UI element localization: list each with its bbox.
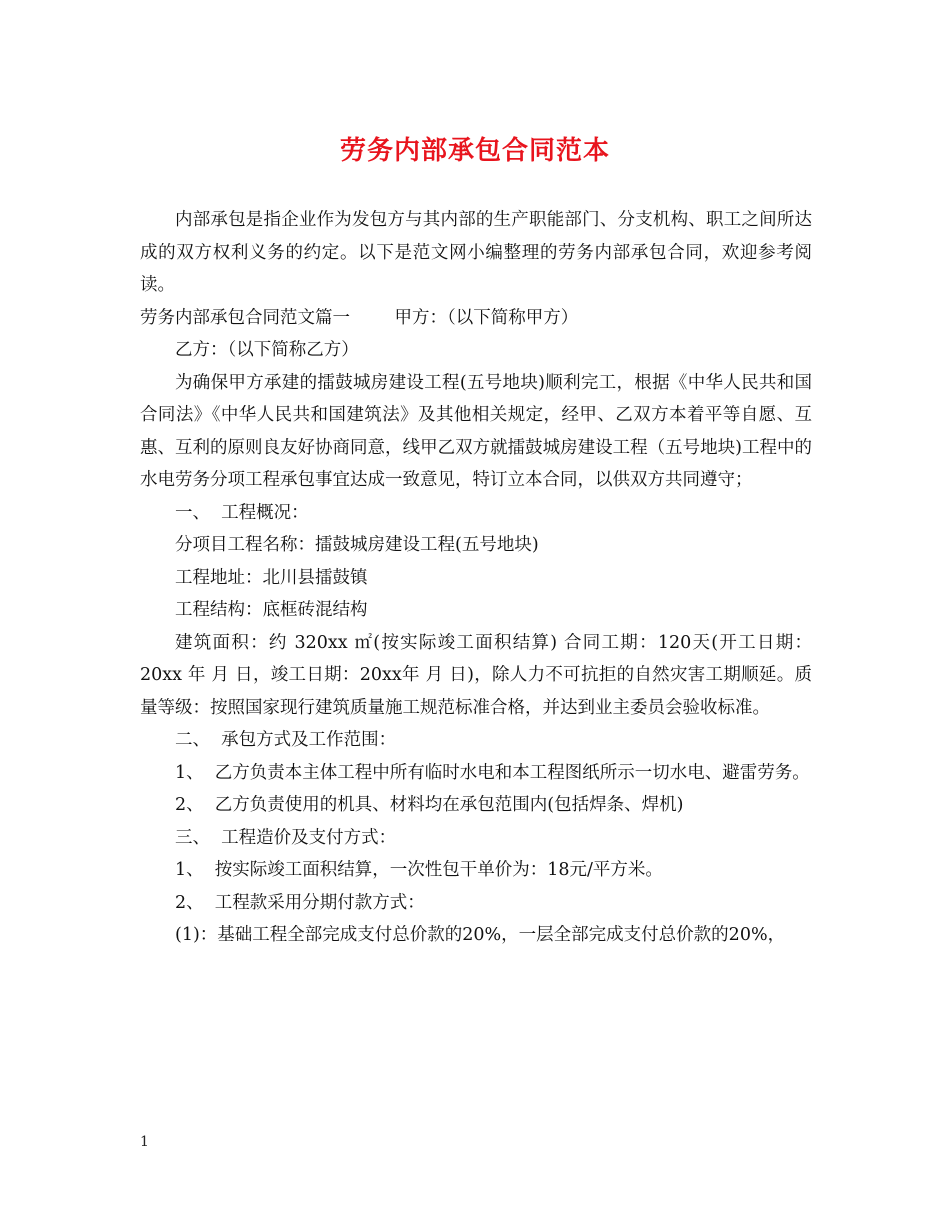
paragraph: 工程地址：北川县擂鼓镇: [175, 567, 368, 588]
paragraph: 三、 工程造价及支付方式：: [175, 827, 397, 848]
paragraph: 内部承包是指企业作为发包方与其内部的生产职能部门、分支机构、职工之间所达成的双方权利义务的约定。以下是范文网小编整理的劳务内部承包合同，欢迎参考阅读。: [140, 210, 812, 295]
paragraph: 2、 工程款采用分期付款方式：: [175, 892, 425, 913]
document-title: 劳务内部承包合同范本: [339, 136, 610, 166]
paragraph: 1、 乙方负责本主体工程中所有临时水电和本工程图纸所示一切水电、避雷劳务。: [175, 762, 810, 783]
paragraph: (1)：基础工程全部完成支付总价款的20%，一层全部完成支付总价款的20%，: [175, 925, 786, 945]
paragraph: 2、 乙方负责使用的机具、材料均在承包范围内(包括焊条、焊机): [175, 795, 684, 815]
paragraph: 二、 承包方式及工作范围：: [175, 730, 397, 750]
paragraph: 建筑面积：约 320xx ㎡(按实际竣工面积结算) 合同工期：120天(开工日期： 20xx 年 月 日，竣工日期：20xx年 月 日)，除人力不可抗拒的自然灾害工期顺延。质量等级：按照国家现行建筑质量施工规范标准合格，并达到业主委员会验收标准。: [140, 632, 818, 718]
paragraph: 1、 按实际竣工面积结算，一次性包干单价为：18元/平方米。: [175, 860, 663, 880]
paragraph: 劳务内部承包合同范文篇一 甲方：（以下简称甲方）: [140, 307, 579, 328]
paragraph: 一、 工程概况：: [175, 502, 309, 523]
paragraph: 工程结构：底框砖混结构: [175, 600, 368, 620]
paragraph: 分项目工程名称：擂鼓城房建设工程(五号地块): [175, 535, 539, 555]
page-number: 1: [140, 1134, 149, 1150]
paragraph: 乙方：（以下简称乙方）: [175, 340, 359, 360]
document-body: [140, 204, 818, 952]
paragraph: 为确保甲方承建的擂鼓城房建设工程(五号地块)顺利完工，根据《中华人民共和国合同法》《中华人民共和国建筑法》及其他相关规定，经甲、乙双方本着平等自愿、互惠、互利的原则良友好协商同意，线甲乙双方就擂鼓城房建设工程（五号地块)工程中的水电劳务分项工程承包事宜达成一致意见，特订立本合同，以供双方共同遵守；: [140, 372, 812, 490]
